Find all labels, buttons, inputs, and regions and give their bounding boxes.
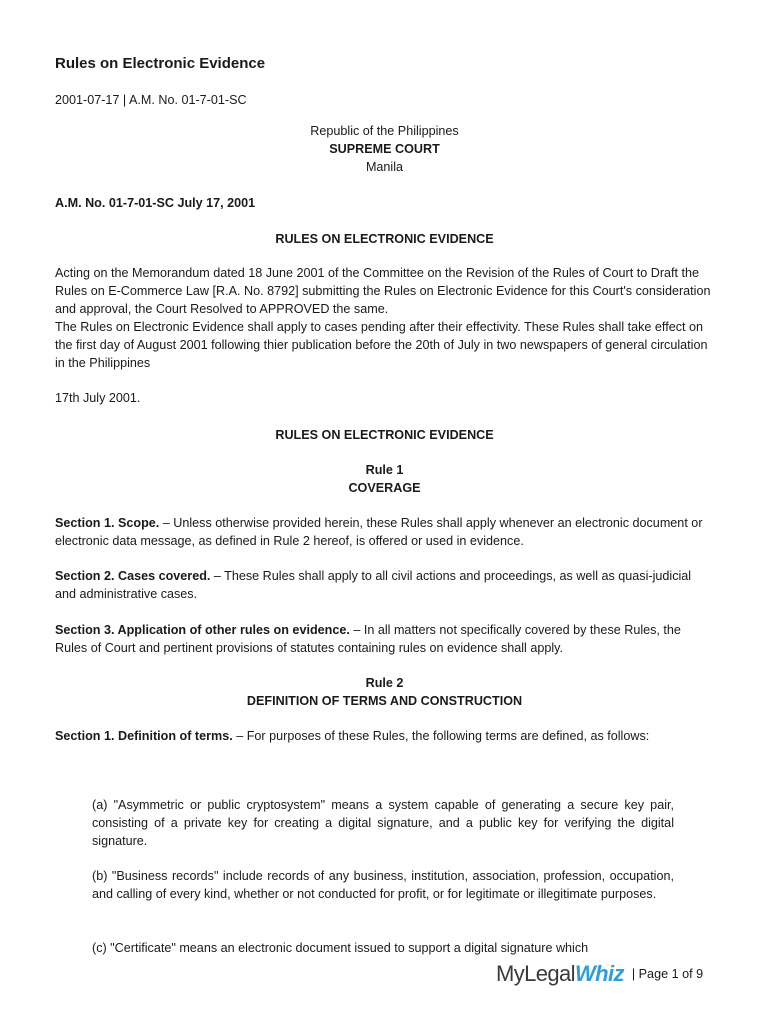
case-number: A.M. No. 01-7-01-SC July 17, 2001 — [55, 196, 256, 210]
section-label: Section 2. Cases covered. — [55, 569, 211, 583]
section-text: – In all matters not specifically covered by these Rules, the Rules of Court and pertinent provisions of statutes containing rules on evidence shall apply. — [55, 623, 681, 655]
rule-1-number: Rule 1 — [365, 463, 404, 477]
section-label: Section 1. Definition of terms. — [55, 729, 233, 743]
section-text: – For purposes of these Rules, the following terms are defined, as follows: — [232, 729, 650, 743]
heading-rules-1: RULES ON ELECTRONIC EVIDENCE — [275, 232, 494, 246]
page-footer — [496, 962, 703, 986]
mylegalwhiz-logo[interactable] — [496, 962, 624, 986]
definition-item-a: (a) "Asymmetric or public cryptosystem" means a system capable of generating a secure key pair, consisting of a private key for creating a digital signature, and a public key for verifying the digital signature. — [92, 798, 674, 848]
rule-1-section-3 — [55, 621, 714, 657]
rule-1-section-2 — [55, 567, 714, 603]
rule-1-title: COVERAGE — [348, 481, 421, 495]
section-text: – Unless otherwise provided herein, these Rules shall apply whenever an electronic document or electronic data message, as defined in Rule 2 hereof, is offered or used in evidence. — [55, 516, 703, 548]
resolution-date: 17th July 2001. — [55, 391, 141, 405]
logo-main-text: MyLegal — [496, 961, 575, 986]
rule-2-number: Rule 2 — [365, 676, 404, 690]
rule-2-section-1 — [55, 727, 714, 745]
rule-2-heading — [55, 674, 714, 710]
definition-item-c: (c) "Certificate" means an electronic document issued to support a digital signature which — [92, 941, 589, 955]
republic-line: Republic of the Philippines — [310, 124, 459, 138]
resolution-paragraph-1: Acting on the Memorandum dated 18 June 2001 of the Committee on the Revision of the Rules of Court to Draft the Rules on E-Commerce Law [R.A. No. 8792] submitting the Rules on Electronic Evidence for this Court's consideration and approval, the Court Resolved to APPROVED the same. — [55, 266, 711, 316]
section-label: Section 1. Scope. — [55, 516, 160, 530]
rule-1-heading — [55, 461, 714, 497]
document-meta: 2001-07-17 | A.M. No. 01-7-01-SC — [55, 93, 247, 107]
heading-rules-2: RULES ON ELECTRONIC EVIDENCE — [275, 428, 494, 442]
logo-accent-text: Whiz — [574, 961, 624, 986]
page-number: | Page 1 of 9 — [631, 967, 704, 981]
section-text: – These Rules shall apply to all civil actions and proceedings, as well as quasi-judicial and administrative cases. — [55, 569, 692, 601]
rule-1-section-1 — [55, 514, 714, 550]
rule-2-title: DEFINITION OF TERMS AND CONSTRUCTION — [246, 694, 523, 708]
court-name: SUPREME COURT — [329, 142, 440, 156]
section-label: Section 3. Application of other rules on evidence. — [55, 623, 350, 637]
court-header — [55, 122, 714, 176]
court-city: Manila — [365, 160, 404, 174]
resolution-body — [55, 264, 714, 372]
resolution-paragraph-2: The Rules on Electronic Evidence shall apply to cases pending after their effectivity. These Rules shall take effect on the first day of August 2001 following thier publication before the 20th of July in two newspapers of general circulation in the Philippines — [55, 320, 708, 370]
document-page — [55, 0, 714, 1024]
definition-item-b: (b) "Business records" include records of any business, institution, association, profession, occupation, and calling of every kind, whether or not conducted for profit, or for legitimate or illegitimate purposes. — [92, 869, 674, 901]
document-title: Rules on Electronic Evidence — [55, 55, 266, 72]
